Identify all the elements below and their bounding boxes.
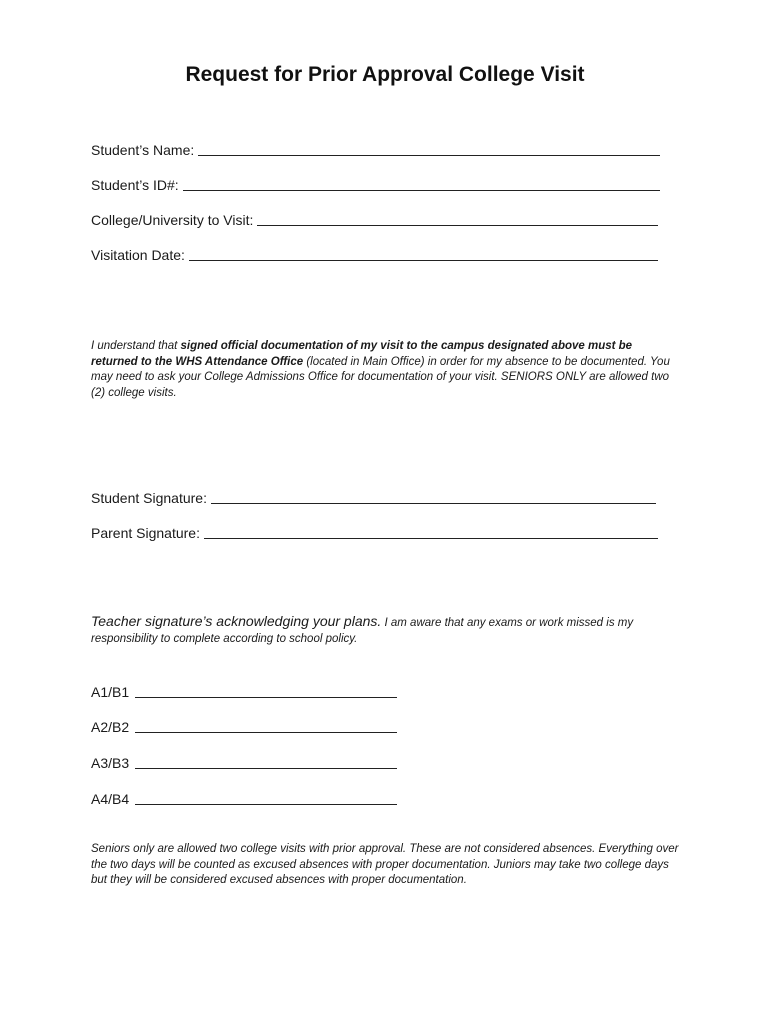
student-name-field [91,138,660,158]
period-a4b4-label: A4/B4 [91,791,130,807]
visitation-date-label: Visitation Date: [91,247,185,263]
period-a3b3-label: A3/B3 [91,755,130,771]
student-signature-label: Student Signature: [91,490,207,506]
parent-signature-line[interactable] [204,524,658,539]
period-a2b2-label: A2/B2 [91,719,130,735]
student-id-label: Student’s ID#: [91,177,179,193]
student-name-line[interactable] [198,141,660,156]
notice-text-1: I understand that [91,340,181,352]
visitation-date-line[interactable] [189,246,658,261]
parent-signature-field [91,521,658,541]
notice-text-2: (located in Main Office) in order for my absence to be documented. You may need to ask your College Admissions Office for documentation of your visit. SENIORS ONLY are allowed two (2) college visits. [91,355,670,399]
period-a3b3-line[interactable] [135,754,397,769]
college-label: College/University to Visit: [91,212,254,228]
student-signature-line[interactable] [211,489,656,504]
student-signature-field [91,486,656,506]
period-a1b1-line[interactable] [135,683,397,698]
teacher-heading: Teacher signature’s acknowledging your plans. [91,613,382,629]
period-a2b2-field [91,715,397,735]
footer-note: Seniors only are allowed two college visits with prior approval. These are not considered absences. Everything over the two days will be counted as excused absences with proper documentation. Juniors may take two college days but they will be considered excused absences with proper documentation. [91,843,679,886]
teacher-acknowledgement [91,613,671,647]
period-a1b1-field [91,680,397,700]
documentation-notice [91,339,671,401]
college-line[interactable] [257,211,658,226]
student-name-label: Student’s Name: [91,142,195,158]
visitation-date-field [91,243,658,263]
college-field [91,208,658,228]
page-title: Request for Prior Approval College Visit [185,63,585,86]
period-a4b4-line[interactable] [135,790,397,805]
teacher-text: I am aware that any exams or work missed is my responsibility to complete according to school policy. [91,617,634,645]
student-id-field [91,173,660,193]
period-a1b1-label: A1/B1 [91,684,130,700]
student-id-line[interactable] [183,176,660,191]
period-a3b3-field [91,751,397,771]
notice-text-bold: signed official documentation of my visit to the campus designated above must be returned to the WHS Attendance Office [91,340,633,368]
period-a2b2-line[interactable] [135,718,397,733]
period-a4b4-field [91,787,397,807]
parent-signature-label: Parent Signature: [91,525,200,541]
